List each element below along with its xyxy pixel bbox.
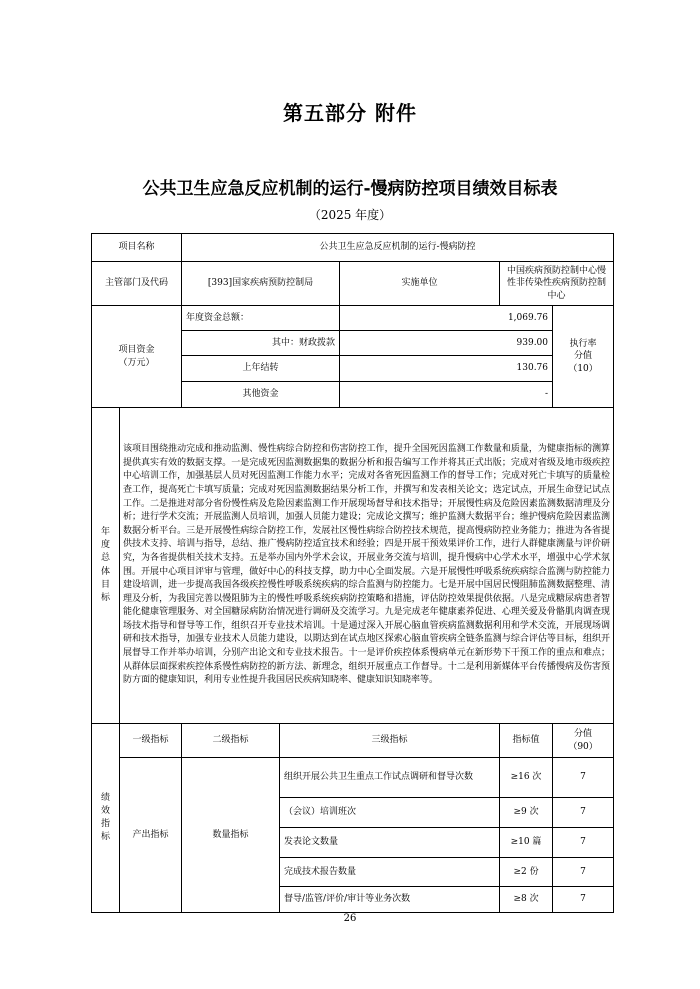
indicator-name: 督导/监管/评价/审计等业务次数 [280, 887, 500, 913]
level1-output-indicator: 产出指标 [120, 758, 182, 913]
indicator-name: 发表论文数量 [280, 828, 500, 858]
page-number: 26 [343, 913, 357, 924]
year-label: （2025 年度） [308, 208, 392, 222]
funds-carryover-value: 130.76 [340, 356, 553, 382]
indicator-target: ≥9 次 [500, 798, 553, 828]
indicator-row [92, 758, 614, 798]
project-name-value: 公共卫生应急反应机制的运行-慢病防控 [182, 234, 614, 262]
indicator-target: ≥2 份 [500, 858, 553, 887]
funds-label: 项目资金 （万元） [92, 306, 182, 408]
indicator-name: 完成技术报告数量 [280, 858, 500, 887]
header-level2: 二级指标 [182, 724, 280, 758]
header-target: 指标值 [500, 724, 553, 758]
funds-total-value: 1,069.76 [340, 306, 553, 331]
execution-rate-score: 执行率 分值 （10） [553, 306, 614, 408]
indicator-target: ≥8 次 [500, 887, 553, 913]
department-row [92, 262, 614, 306]
funds-carryover-label: 上年结转 [182, 356, 340, 382]
department-value: [393]国家疾病预防控制局 [182, 262, 340, 306]
funds-fiscal-label: 其中：财政拨款 [182, 331, 340, 356]
indicators-section-label: 绩 效 指 标 [92, 724, 120, 913]
funds-other-value: - [340, 382, 553, 408]
indicator-score: 7 [553, 798, 614, 828]
indicator-score: 7 [553, 828, 614, 858]
annual-goal-label: 年 度 总 体 目 标 [92, 408, 120, 724]
funds-fiscal-value: 939.00 [340, 331, 553, 356]
implementing-unit-label: 实施单位 [340, 262, 500, 306]
indicator-target: ≥10 篇 [500, 828, 553, 858]
indicator-name: （会议）培训班次 [280, 798, 500, 828]
indicator-header-row [92, 724, 614, 758]
header-level1: 一级指标 [120, 724, 182, 758]
indicator-score: 7 [553, 887, 614, 913]
funds-row-total [92, 306, 614, 331]
annual-goal-text: 该项目围绕推动完成和推动监测、慢性病综合防控和伤害防控工作，提升全国死因监测工作数量和质量，为健康指标的测算提供真实有效的数据支撑。一是完成死因监测数据集的数据分析和报告编写工作并将其正式出版；完成对省级及地市级疾控中心培训工作，加强基层人员对死因监测工作能力水平；完成对各省死因监测工作的督导工作；完成对死亡卡填写的质量检查工作，提高死亡卡填写质量；完成对死因监测数据结果分析工作，并撰写和发表相关论文；选定试点，开展生命登记试点工作。二是推进对部分省份慢性病及危险因素监测工作开展现场督导和技术指导；开展慢性病及危险因素监测数据清理及分析；进行学术交流；开展监测人员培训，加强人员能力建设；完成论文撰写；维护监测大数据平台；维护慢病危险因素监测数据分析平台。三是开展慢性病综合防控工作，发展社区慢性病综合防控技术规范，提高慢病防控业务能力；推进为各省提供技术支持、培训与指导，总结、推广慢病防控适宜技术和经验；四是开展干预效果评价工作，进行人群健康测量与评价研究，为各省提供相关技术支持。五是举办国内外学术会议，开展业务交流与培训，提升慢病中心学术水平，增强中心学术氛围。开展中心项目评审与管理，做好中心的科技支撑，助力中心全面发展。六是开展慢性呼吸系统疾病综合监测与防控能力建设培训，进一步提高我国各级疾控慢性呼吸系统疾病的综合监测与防控能力。七是开展中国居民慢阻肺监测数据整理、清理及分析，为我国完善以慢阻肺为主的慢性呼吸系统疾病防控策略和措施，评估防控效果提供依据。八是完成糖尿病患者智能化健康管理服务、对全国糖尿病防治情况进行调研及交流学习。九是完成老年健康素养促进、心理关爱及骨骼肌肉调查现场技术指导和督导等工作，组织召开专业技术培训。十是通过深入开展心脑血管疾病监测数据利用和学术交流，开展现场调研和技术指导，加强专业技术人员能力建设，以期达到在试点地区探索心脑血管疾病全链条监测与综合评估等目标，组织开展督导工作并举办培训，分别产出论文和专业技术报告。十一是评价疾控体系慢病单元在新形势下干预工作的重点和难点；从群体层面探索疾控体系慢性病防控的新方法、新理念，组织开展重点工作督导。十二是利用新媒体平台传播慢病及伤害预防方面的健康知识，利用专业性提升我国居民疾病知晓率、健康知识知晓率等。 [120, 408, 614, 724]
header-level3: 三级指标 [280, 724, 500, 758]
header-score: 分值 （90） [553, 724, 614, 758]
level2-quantity-indicator: 数量指标 [182, 758, 280, 913]
project-name-row [92, 234, 614, 262]
indicator-name: 组织开展公共卫生重点工作试点调研和督导次数 [280, 758, 500, 798]
funds-other-label: 其他资金 [182, 382, 340, 408]
funds-total-label: 年度资金总额： [182, 306, 340, 331]
indicator-score: 7 [553, 858, 614, 887]
indicator-target: ≥16 次 [500, 758, 553, 798]
department-label: 主管部门及代码 [92, 262, 182, 306]
performance-target-table [91, 233, 614, 913]
table-title: 公共卫生应急反应机制的运行-慢病防控项目绩效目标表 [142, 179, 558, 199]
part-title: 第五部分 附件 [283, 101, 417, 125]
indicator-score: 7 [553, 758, 614, 798]
implementing-unit-value: 中国疾病预防控制中心慢性非传染性疾病预防控制中心 [500, 262, 614, 306]
annual-goal-row [92, 408, 614, 724]
project-name-label: 项目名称 [92, 234, 182, 262]
